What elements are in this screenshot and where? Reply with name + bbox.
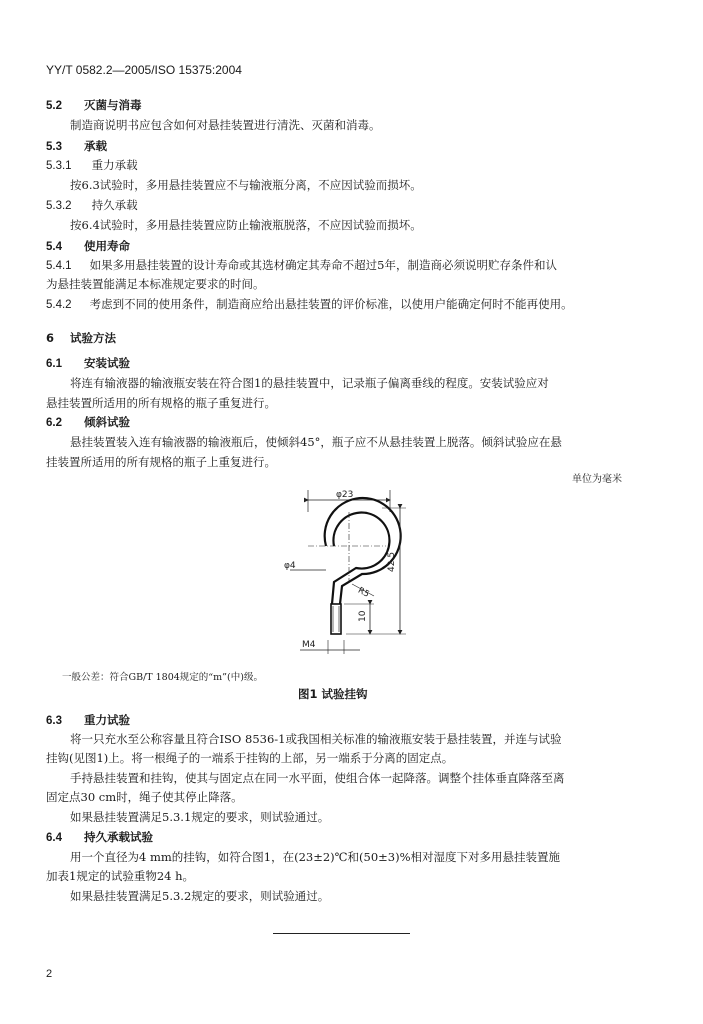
figure-caption: 图1 试验挂钩: [298, 687, 368, 701]
section-title: 试验方法: [70, 331, 117, 345]
paragraph-6-3-p2-line1: 手持悬挂装置和挂钩，使其与固定点在同一水平面，使组合体一起降落。调整个挂体垂直降落至离: [70, 771, 565, 785]
paragraph-5-3-1: 按6.3试验时，多用悬挂装置应不与输液瓶分离，不应因试验而损坏。: [70, 178, 422, 192]
section-number: 5.3: [46, 141, 62, 153]
paragraph-6-1-line1: 将连有输液器的输液瓶安装在符合图1的悬挂装置中，记录瓶子偏离垂线的程度。安装试验应对: [70, 376, 549, 390]
paragraph-6-3-p3: 如果悬挂装置满足5.3.1规定的要求，则试验通过。: [70, 810, 330, 824]
paragraph-6-1-line2: 悬挂装置所适用的所有规格的瓶子重复进行。: [46, 396, 276, 410]
paragraph-5-4-2: [46, 296, 573, 314]
section-number: 6: [46, 331, 55, 345]
paragraph-text: 如果多用悬挂装置的设计寿命或其选材确定其寿命不超过5年，制造商必须说明贮存条件和认: [89, 258, 557, 272]
paragraph-5-3-2: 按6.4试验时，多用悬挂装置应防止输液瓶脱落，不应因试验而损坏。: [70, 218, 422, 232]
section-number: 6.3: [46, 715, 62, 727]
heading-5-3-1: [46, 157, 138, 175]
section-title: 重力承载: [91, 158, 138, 172]
heading-6-2: [46, 414, 130, 432]
tolerance-note: 一般公差：符合GB/T 1804规定的“m”(中)级。: [62, 672, 263, 683]
height-label: 42.5: [387, 551, 397, 572]
section-title: 持久承载试验: [84, 830, 154, 844]
threaded-shank: [331, 604, 341, 634]
test-hook-figure: [284, 488, 440, 658]
heading-6: [46, 330, 116, 347]
radius-label: R5: [356, 585, 371, 600]
thread-length-label: 10: [358, 610, 368, 622]
heading-5-3-2: [46, 197, 138, 215]
paragraph-6-3-p1-line1: 将一只充水至公称容量且符合ISO 8536-1或我国相关标准的输液瓶安装于悬挂装置，并连与试验: [70, 732, 562, 746]
end-of-standard-rule: [273, 933, 410, 934]
section-number: 6.1: [46, 358, 62, 370]
paragraph-6-3-p2-line2: 固定点30 cm时，绳子使其停止降落。: [46, 790, 243, 804]
paragraph-5-2: 制造商说明书应包含如何对悬挂装置进行清洗、灭菌和消毒。: [70, 118, 381, 132]
section-number: 6.2: [46, 417, 62, 429]
heading-6-4: [46, 829, 153, 847]
section-number: 5.4.2: [46, 299, 72, 311]
section-number: 5.3.1: [46, 160, 72, 172]
thread-label: M4: [302, 640, 316, 650]
section-title: 倾斜试验: [84, 415, 131, 429]
section-number: 6.4: [46, 832, 62, 844]
section-title: 重力试验: [84, 713, 131, 727]
section-title: 使用寿命: [84, 239, 131, 253]
paragraph-6-3-p1-line2: 挂钩(见图1)上。将一根绳子的一端系于挂钩的上部，另一端系于分离的固定点。: [46, 751, 454, 765]
heading-5-2: [46, 97, 142, 115]
outer-diameter-label: φ23: [336, 490, 354, 500]
paragraph-6-4-p2: 如果悬挂装置满足5.3.2规定的要求，则试验通过。: [70, 889, 330, 903]
page-number: 2: [46, 968, 53, 980]
wire-diameter-label: φ4: [284, 561, 296, 571]
paragraph-6-2-line2: 挂装置所适用的所有规格的瓶子上重复进行。: [46, 455, 276, 469]
section-number: 5.3.2: [46, 200, 72, 212]
paragraph-text: 考虑到不同的使用条件，制造商应给出悬挂装置的评价标准，以使用户能确定何时不能再使用。: [89, 297, 573, 311]
paragraph-6-4-p1-line1: 用一个直径为4 mm的挂钩，如符合图1，在(23±2)℃和(50±3)%相对湿度下对多用悬挂装置施: [70, 850, 561, 864]
paragraph-5-4-1-line2: 为悬挂装置能满足本标准规定要求的时间。: [46, 277, 265, 291]
section-title: 安装试验: [84, 356, 131, 370]
paragraph-6-4-p1-line2: 加表1规定的试验重物24 h。: [46, 869, 195, 883]
paragraph-5-4-1-line1: [46, 257, 557, 275]
section-number: 5.4.1: [46, 260, 72, 272]
section-number: 5.4: [46, 241, 62, 253]
heading-5-3: [46, 138, 107, 156]
section-title: 持久承载: [91, 198, 138, 212]
section-title: 灭菌与消毒: [84, 98, 142, 112]
paragraph-6-2-line1: 悬挂装置装入连有输液器的输液瓶后，使倾斜45°，瓶子应不从悬挂装置上脱落。倾斜试验应在悬: [70, 435, 562, 449]
section-title: 承载: [84, 139, 108, 153]
standard-code-header: YY/T 0582.2—2005/ISO 15375:2004: [46, 63, 242, 77]
heading-5-4: [46, 238, 130, 256]
units-note: 单位为毫米: [572, 474, 622, 485]
heading-6-3: [46, 712, 130, 730]
heading-6-1: [46, 355, 130, 373]
section-number: 5.2: [46, 100, 62, 112]
